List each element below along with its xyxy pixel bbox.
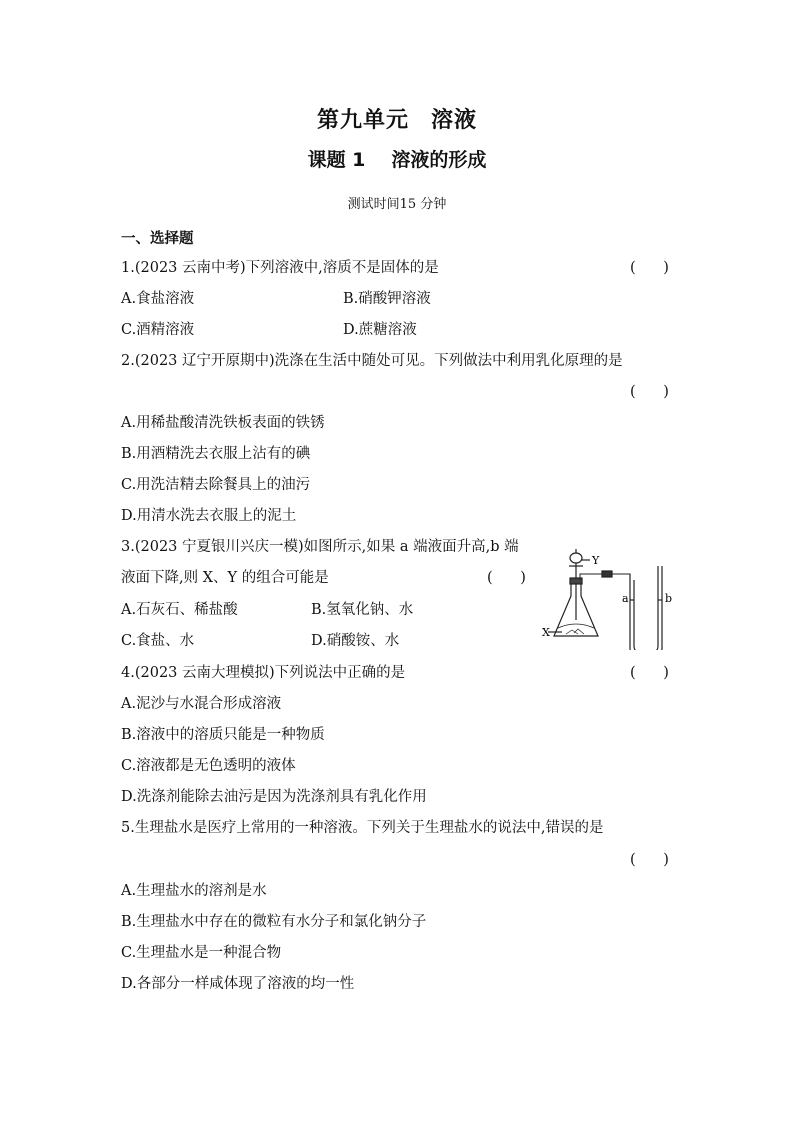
- question-3-option-c: C.食盐、水: [121, 633, 195, 649]
- unit-number: 第九单元: [316, 108, 409, 133]
- question-5-stem: 5.生理盐水是医疗上常用的一种溶液。下列关于生理盐水的说法中,错误的是: [121, 820, 604, 836]
- lesson-number: 课题 1: [307, 149, 366, 171]
- question-1-stem: 1.(2023 云南中考)下列溶液中,溶质不是固体的是: [121, 260, 439, 276]
- question-4-option-a: A.泥沙与水混合形成溶液: [121, 696, 282, 712]
- question-3-answer-bracket: ( ): [487, 570, 526, 586]
- question-2-option-c: C.用洗洁精去除餐具上的油污: [121, 477, 311, 493]
- question-5-option-d: D.各部分一样咸体现了溶液的均一性: [121, 976, 355, 992]
- solid-x: [566, 629, 584, 634]
- lesson-title: [0, 145, 794, 172]
- question-4-stem: 4.(2023 云南大理模拟)下列说法中正确的是: [121, 665, 406, 681]
- rubber-joint: [602, 571, 612, 577]
- unit-name: 溶液: [431, 108, 478, 133]
- question-3-stem-line-2: 液面下降,则 X、Y 的组合可能是: [121, 570, 329, 586]
- question-4-option-d: D.洗涤剂能除去油污是因为洗涤剂具有乳化作用: [121, 789, 427, 805]
- question-4-answer-bracket: ( ): [630, 665, 669, 681]
- u-tube-outer: [630, 566, 662, 650]
- question-4-option-c: C.溶液都是无色透明的液体: [121, 758, 296, 774]
- question-4-option-b: B.溶液中的溶质只能是一种物质: [121, 727, 325, 743]
- question-1-answer-bracket: ( ): [630, 260, 669, 276]
- question-1-option-c: C.酒精溶液: [121, 322, 195, 338]
- question-2-stem: 2.(2023 辽宁开原期中)洗涤在生活中随处可见。下列做法中利用乳化原理的是: [121, 353, 623, 369]
- question-5-option-b: B.生理盐水中存在的微粒有水分子和氯化钠分子: [121, 914, 427, 930]
- funnel-bulb: [570, 553, 582, 563]
- test-time: 测试时间15 分钟: [347, 197, 447, 212]
- question-5-answer-bracket: ( ): [630, 852, 669, 868]
- flask-liquid-level: [558, 624, 594, 628]
- question-2-option-a: A.用稀盐酸清洗铁板表面的铁锈: [121, 415, 325, 431]
- question-3-stem-line-1: 3.(2023 宁夏银川兴庆一模)如图所示,如果 a 端液面升高,b 端: [121, 539, 519, 555]
- question-5-option-a: A.生理盐水的溶剂是水: [121, 883, 267, 899]
- question-3-option-d: D.硝酸铵、水: [311, 633, 400, 649]
- question-1-option-b: B.硝酸钾溶液: [343, 291, 431, 307]
- question-1-option-d: D.蔗糖溶液: [343, 322, 417, 338]
- lesson-name: 溶液的形成: [391, 149, 487, 171]
- label-b: b: [665, 592, 673, 605]
- label-x: X: [542, 626, 550, 639]
- question-3-option-a: A.石灰石、稀盐酸: [121, 602, 238, 618]
- question-1-option-a: A.食盐溶液: [121, 291, 195, 307]
- question-2-answer-bracket: ( ): [630, 384, 669, 400]
- question-2-option-d: D.用清水洗去衣服上的泥土: [121, 508, 297, 524]
- u-tube-inner: [634, 566, 658, 650]
- unit-title: [0, 103, 794, 134]
- question-2-option-b: B.用酒精洗去衣服上沾有的碘: [121, 446, 311, 462]
- question-3-option-b: B.氢氧化钠、水: [311, 602, 414, 618]
- label-y: Y: [592, 554, 600, 567]
- question-5-option-c: C.生理盐水是一种混合物: [121, 945, 282, 961]
- label-a: a: [622, 592, 629, 605]
- apparatus-figure: [538, 540, 688, 650]
- section-title: 一、选择题: [121, 231, 194, 247]
